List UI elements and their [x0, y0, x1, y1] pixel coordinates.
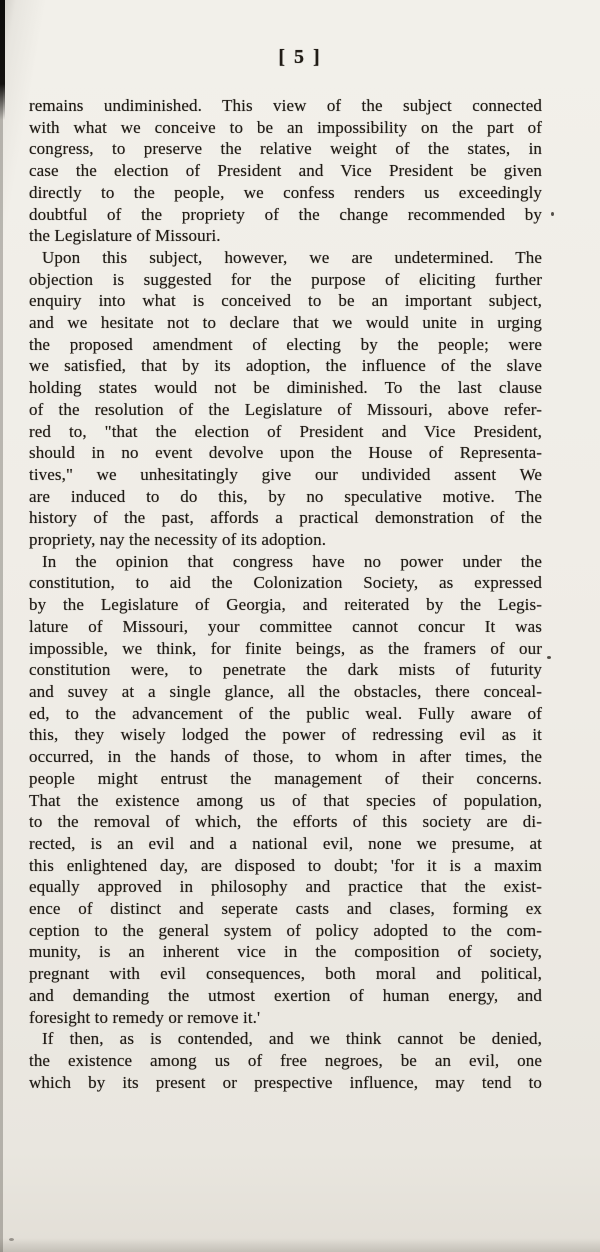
- text-line: pregnant with evil consequences, both moral and political,: [29, 964, 542, 984]
- text-line: foresight to remedy or remove it.': [29, 1007, 261, 1027]
- text-line: tives," we unhesitatingly give our undivided assent We: [29, 464, 542, 484]
- text-line: the existence among us of free negroes, be an evil, one: [29, 1050, 542, 1070]
- text-line: with what we conceive to be an impossibility on the part of: [29, 117, 542, 137]
- bottom-edge-shadow: [0, 1238, 600, 1252]
- ink-speck: [551, 212, 554, 216]
- text-line: holding states would not be diminished. To the last clause: [29, 378, 542, 398]
- text-line: directly to the people, we confess renders us exceedingly: [29, 182, 542, 202]
- text-line: and demanding the utmost exertion of human energy, and: [29, 985, 542, 1005]
- text-line: constitution, to aid the Colonization Society, as expressed: [29, 573, 542, 593]
- text-line: to the removal of which, the efforts of this society are di-: [29, 812, 542, 832]
- text-line: equally approved in philosophy and practice that the exist-: [29, 877, 542, 897]
- paragraph: [29, 247, 542, 551]
- text-line: doubtful of the propriety of the change recommended by: [29, 204, 542, 224]
- text-line: remains undiminished. This view of the subject connected: [29, 96, 542, 115]
- paragraph: [29, 95, 542, 247]
- text-line: this enlightened day, are disposed to doubt; 'for it is a maxim: [29, 855, 542, 875]
- text-line: by the Legislature of Georgia, and reiterated by the Legis-: [29, 595, 542, 615]
- paragraph: [29, 551, 542, 1028]
- text-line: congress, to preserve the relative weight of the states, in: [29, 139, 542, 159]
- text-line: history of the past, affords a practical demonstration of the: [29, 508, 542, 528]
- text-line: and we hesitate not to declare that we would unite in urging: [29, 313, 542, 333]
- text-line: we satisfied, that by its adoption, the influence of the slave: [29, 356, 542, 376]
- text-line: ed, to the advancement of the public weal. Fully aware of: [29, 703, 542, 723]
- ink-speck: [9, 1238, 14, 1241]
- text-line: are induced to do this, by no speculative motive. The: [29, 486, 542, 506]
- text-line: lature of Missouri, your committee cannot concur It was: [29, 616, 542, 636]
- text-line: In the opinion that congress have no power under the: [42, 551, 542, 571]
- text-line: and suvey at a single glance, all the obstacles, there conceal-: [29, 681, 542, 701]
- text-line: munity, is an inherent vice in the composition of society,: [29, 942, 542, 962]
- text-line: propriety, nay the necessity of its adoption.: [29, 530, 327, 550]
- text-line: impossible, we think, for finite beings, as the framers of our: [29, 638, 542, 658]
- text-line: people might entrust the management of their concerns.: [29, 768, 542, 788]
- text-line: Upon this subject, however, we are undetermined. The: [42, 247, 542, 267]
- text-line: this, they wisely lodged the power of redressing evil as it: [29, 725, 542, 745]
- text-line: the proposed amendment of electing by the people; were: [29, 334, 542, 354]
- text-line: which by its present or prespective influence, may tend to: [29, 1072, 542, 1092]
- scan-edge-shadow: [0, 0, 3, 1252]
- text-line: ception to the general system of policy adopted to the com-: [29, 920, 542, 940]
- text-line: red to, "that the election of President and Vice President,: [29, 421, 542, 441]
- paragraph: [29, 1028, 542, 1093]
- text-line: ence of distinct and seperate casts and clases, forming ex: [29, 899, 542, 919]
- page-number: [ 5 ]: [278, 46, 322, 68]
- text-line: case the election of President and Vice President be given: [29, 161, 542, 181]
- text-line: objection is suggested for the purpose of eliciting further: [29, 269, 542, 289]
- text-line: If then, as is contended, and we think cannot be denied,: [42, 1029, 542, 1049]
- text-line: rected, is an evil and a national evil, none we presume, at: [29, 833, 542, 853]
- ink-speck: [547, 656, 551, 659]
- text-line: the Legislature of Missouri.: [29, 226, 221, 246]
- text-line: constitution were, to penetrate the dark mists of futurity: [29, 660, 542, 680]
- text-line: That the existence among us of that species of population,: [29, 790, 542, 810]
- text-line: should in no event devolve upon the House of Representa-: [29, 443, 542, 463]
- text-line: occurred, in the hands of those, to whom in after times, the: [29, 747, 542, 767]
- text-line: enquiry into what is conceived to be an important subject,: [29, 291, 542, 311]
- text-line: of the resolution of the Legislature of Missouri, above refer-: [29, 399, 542, 419]
- text-block: [29, 95, 542, 1093]
